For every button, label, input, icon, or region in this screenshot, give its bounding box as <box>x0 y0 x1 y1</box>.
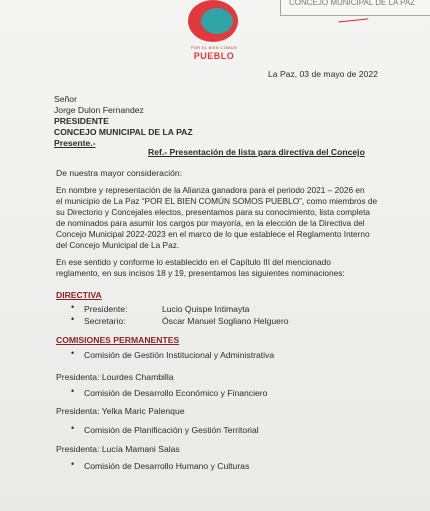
directiva-name: Óscar Manuel Sogliano Helguero <box>162 316 289 326</box>
comisiones-heading: COMISIONES PERMANENTES <box>56 335 180 345</box>
commission-item: Comisión de Planificación y Gestión Territorial <box>84 425 259 435</box>
salutation: Señor <box>54 94 77 104</box>
logo-slogan: POR EL BIEN COMÚN <box>190 45 238 50</box>
greeting: De nuestra mayor consideración: <box>56 168 183 178</box>
present-line: Presente.- <box>54 138 96 148</box>
bullet-icon: • <box>71 423 75 433</box>
paragraph-line: el municipio de La Paz “POR EL BIEN COMÚN SOMOS PUEBLO”, como miembros de <box>56 196 378 206</box>
logo-circle-icon <box>188 0 238 42</box>
paragraph-line: En ese sentido y conforme lo establecido en el Capítulo III del mencionado <box>56 257 331 267</box>
bullet-icon: • <box>71 314 75 324</box>
bullet-icon: • <box>71 459 75 469</box>
directiva-role: Secretario: <box>84 316 126 326</box>
paragraph-line: Concejo Municipal 2022-2023 en el marco de lo que establece el Reglamento Interno <box>56 229 370 239</box>
directiva-role: Presidente: <box>84 304 128 314</box>
bullet-icon: • <box>71 348 75 358</box>
commission-item: Comisión de Desarrollo Humano y Culturas <box>84 461 250 471</box>
subject-line: Ref.- Presentación de lista para directiva del Concejo <box>148 147 365 157</box>
paragraph-line: reglamento, en sus incisos 18 y 19, presentamos las siguientes nominaciones: <box>56 268 345 278</box>
directiva-name: Lucio Quispe Intimayta <box>162 304 250 314</box>
logo-wordmark: PUEBLO <box>193 51 235 61</box>
stamp-text: CONCEJO MUNICIPAL DE LA PAZ <box>289 0 416 7</box>
paragraph-line: de nominados para asumir los cargos por mayoría, en la elección de la Directiva del <box>56 218 365 228</box>
directiva-heading: DIRECTIVA <box>56 290 102 300</box>
commission-item: Comisión de Gestión Institucional y Administrativa <box>84 350 275 360</box>
bullet-icon: • <box>71 386 75 396</box>
commission-president: Presidenta: Lucía Mamani Salas <box>56 444 180 454</box>
party-logo <box>184 0 250 66</box>
bullet-icon: • <box>71 302 75 312</box>
paragraph-line: su Directorio y Concejales electos, presentamos para su conocimiento, lista completa <box>56 207 371 217</box>
commission-item: Comisión de Desarrollo Económico y Financiero <box>84 388 268 398</box>
paragraph-line: En nombre y representación de la Alianza ganadora para el periodo 2021 – 2026 en <box>56 185 365 195</box>
recipient-name: Jorge Dulon Fernandez <box>54 105 144 115</box>
paragraph-line: del Concejo Municipal de La Paz. <box>56 240 180 250</box>
date-line: La Paz, 03 de mayo de 2022 <box>268 69 378 79</box>
recipient-org: CONCEJO MUNICIPAL DE LA PAZ <box>54 127 193 137</box>
recipient-title: PRESIDENTE <box>54 116 109 126</box>
commission-president: Presidenta: Lourdes Chambilla <box>56 372 174 382</box>
commission-president: Presidenta: Yelka Maric Palenque <box>56 406 185 416</box>
